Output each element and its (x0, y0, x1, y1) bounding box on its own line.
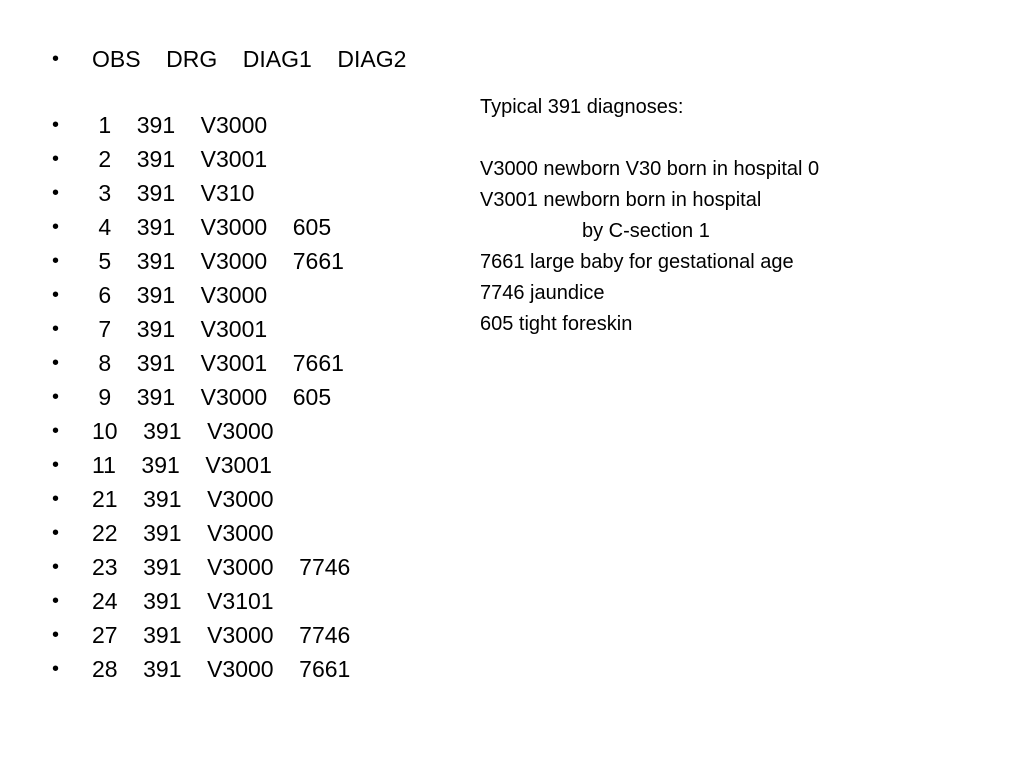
list-item (52, 244, 452, 278)
list-item-text: 28 391 V3000 7661 (92, 656, 351, 682)
bullet-icon: • (52, 352, 60, 374)
list-item-text: 11 391 V3001 (92, 452, 272, 478)
note-line: 605 tight foreskin (480, 313, 633, 335)
bullet-icon: • (52, 522, 60, 544)
note-line: by C-section 1 (582, 220, 710, 242)
list-item (52, 108, 452, 142)
list-item (52, 550, 452, 584)
bullet-icon: • (52, 284, 60, 306)
bullet-icon: • (52, 318, 60, 340)
note-line: 7661 large baby for gestational age (480, 251, 794, 273)
list-item (52, 312, 452, 346)
bullet-icon: • (52, 624, 60, 646)
note-line: V3001 newborn born in hospital (480, 189, 762, 211)
list-item (52, 482, 452, 516)
list-item (52, 210, 452, 244)
list-item (52, 414, 452, 448)
list-item (52, 618, 452, 652)
spacer (52, 76, 452, 108)
bullet-icon: • (52, 48, 60, 70)
list-item-text: 23 391 V3000 7746 (92, 554, 351, 580)
list-item (52, 584, 452, 618)
bullet-icon: • (52, 556, 60, 578)
list-item-text: 10 391 V3000 (92, 418, 274, 444)
list-item-text: 3 391 V310 (92, 180, 255, 206)
bullet-icon: • (52, 590, 60, 612)
list-item-text: 24 391 V3101 (92, 588, 274, 614)
list-item-text: 7 391 V3001 (92, 316, 268, 342)
bullet-icon: • (52, 148, 60, 170)
bullet-icon: • (52, 216, 60, 238)
bullet-icon: • (52, 454, 60, 476)
notes-title: Typical 391 diagnoses: (480, 96, 684, 118)
list-item-text: 27 391 V3000 7746 (92, 622, 351, 648)
list-item-text: 8 391 V3001 7661 (92, 350, 344, 376)
observation-list (52, 42, 452, 686)
note-line: 7746 jaundice (480, 282, 605, 304)
bullet-icon: • (52, 488, 60, 510)
list-item-text: 22 391 V3000 (92, 520, 274, 546)
bullet-icon: • (52, 250, 60, 272)
bullet-icon: • (52, 420, 60, 442)
list-item-text: 4 391 V3000 605 (92, 214, 332, 240)
list-item-text: 1 391 V3000 (92, 112, 268, 138)
list-item (52, 652, 452, 686)
list-item-text: 2 391 V3001 (92, 146, 268, 172)
list-item (52, 142, 452, 176)
list-header-row (52, 42, 452, 76)
list-header-text: OBS DRG DIAG1 DIAG2 (92, 46, 407, 72)
rows-container (52, 108, 452, 686)
list-item (52, 346, 452, 380)
list-item (52, 516, 452, 550)
diagnoses-notes (480, 92, 1000, 340)
list-item-text: 5 391 V3000 7661 (92, 248, 344, 274)
bullet-icon: • (52, 386, 60, 408)
list-item (52, 448, 452, 482)
list-item (52, 380, 452, 414)
list-item-text: 9 391 V3000 605 (92, 384, 332, 410)
list-item-text: 21 391 V3000 (92, 486, 274, 512)
note-line: V3000 newborn V30 born in hospital 0 (480, 158, 820, 180)
list-item (52, 176, 452, 210)
list-item-text: 6 391 V3000 (92, 282, 268, 308)
spacer (480, 123, 1000, 154)
list-item (52, 278, 452, 312)
bullet-icon: • (52, 114, 60, 136)
bullet-icon: • (52, 182, 60, 204)
bullet-icon: • (52, 658, 60, 680)
